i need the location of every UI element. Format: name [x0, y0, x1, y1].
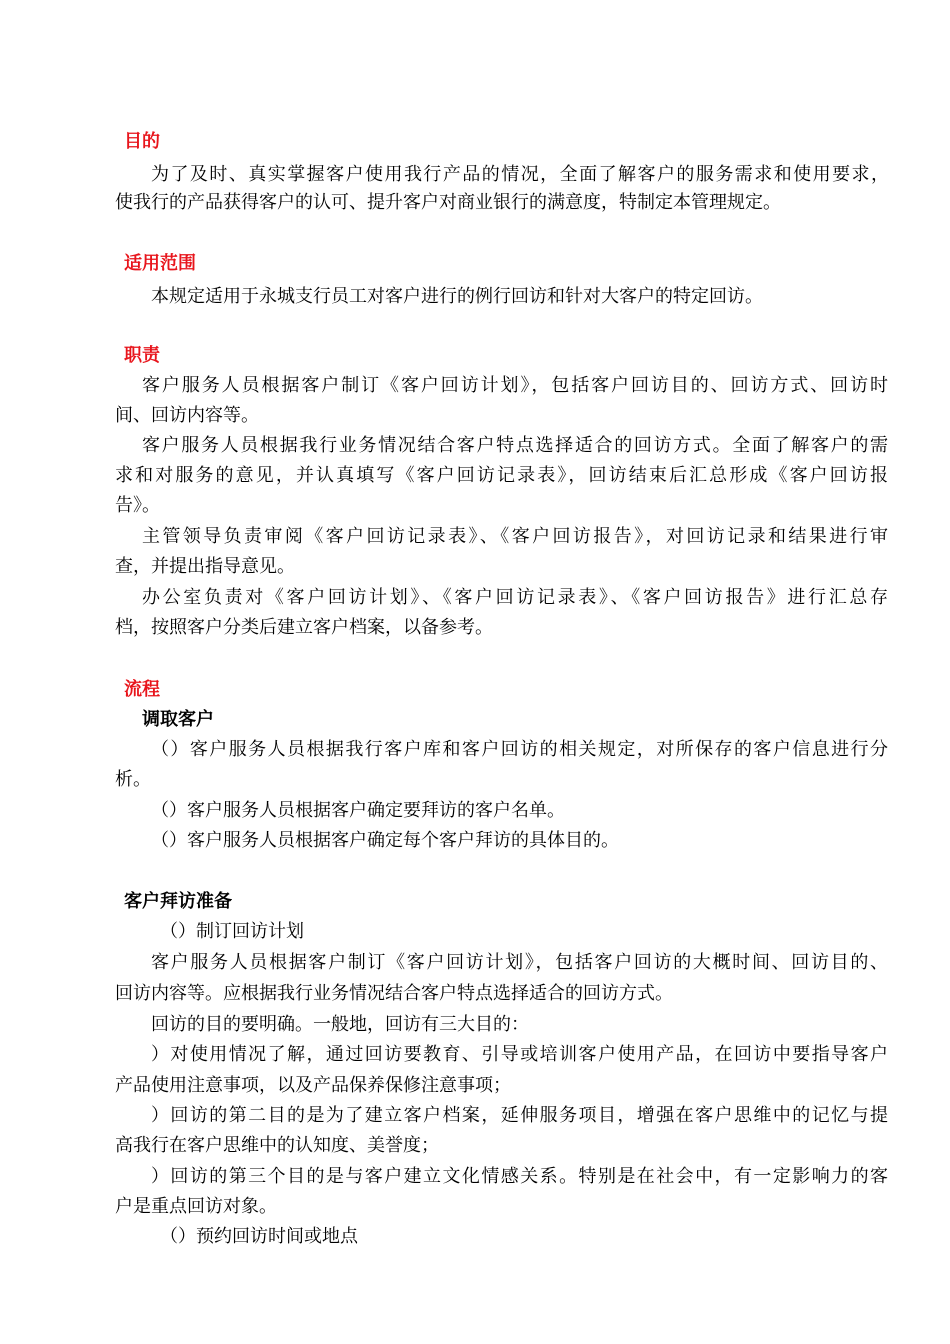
paragraph-line: （）预约回访时间或地点 — [160, 1226, 358, 1247]
paragraph-line: 求和对服务的意见，并认真填写《客户回访记录表》，回访结束后汇总形成《客户回访报 — [115, 465, 888, 486]
paragraph-line: 为了及时、真实掌握客户使用我行产品的情况，全面了解客户的服务需求和使用要求， — [151, 164, 889, 185]
paragraph-line: 客户服务人员根据客户制订《客户回访计划》，包括客户回访目的、回访方式、回访时 — [142, 375, 888, 396]
subheading-fetch-customers: 调取客户 — [142, 709, 214, 730]
paragraph-line: 间、回访内容等。 — [115, 405, 259, 426]
paragraph-line: 回访内容等。应根据我行业务情况结合客户特点选择适合的回访方式。 — [115, 983, 673, 1004]
paragraph-line: 高我行在客户思维中的认知度、美誉度； — [115, 1135, 439, 1156]
paragraph-line: 档，按照客户分类后建立客户档案，以备参考。 — [115, 617, 493, 638]
paragraph-line: 户是重点回访对象。 — [115, 1196, 277, 1217]
paragraph-line: ）回访的第二目的是为了建立客户档案，延伸服务项目，增强在客户思维中的记忆与提 — [151, 1105, 888, 1126]
paragraph-line: （）客户服务人员根据我行客户库和客户回访的相关规定，对所保存的客户信息进行分 — [151, 739, 888, 760]
heading-purpose: 目的 — [124, 131, 160, 152]
paragraph-line: 产品使用注意事项，以及产品保养保修注意事项； — [115, 1075, 511, 1096]
paragraph-line: 客户服务人员根据我行业务情况结合客户特点选择适合的回访方式。全面了解客户的需 — [142, 435, 888, 456]
paragraph-line: 查，并提出指导意见。 — [115, 556, 295, 577]
heading-scope: 适用范围 — [124, 253, 196, 274]
paragraph-line: 回访的目的要明确。一般地，回访有三大目的： — [151, 1014, 529, 1035]
paragraph-line: 使我行的产品获得客户的认可、提升客户对商业银行的满意度，特制定本管理规定。 — [115, 192, 781, 213]
paragraph-line: 本规定适用于永城支行员工对客户进行的例行回访和针对大客户的特定回访。 — [151, 286, 763, 307]
paragraph-line: （）客户服务人员根据客户确定要拜访的客户名单。 — [151, 800, 565, 821]
paragraph-line: 析。 — [115, 769, 151, 790]
subheading-visit-preparation: 客户拜访准备 — [124, 891, 232, 912]
paragraph-line: 办公室负责对《客户回访计划》、《客户回访记录表》、《客户回访报告》进行汇总存 — [142, 587, 888, 608]
paragraph-line: 客户服务人员根据客户制订《客户回访计划》，包括客户回访的大概时间、回访目的、 — [151, 952, 888, 973]
paragraph-line: ）对使用情况了解，通过回访要教育、引导或培训客户使用产品，在回访中要指导客户 — [151, 1044, 888, 1065]
heading-process: 流程 — [124, 679, 160, 700]
paragraph-line: 主管领导负责审阅《客户回访记录表》、《客户回访报告》，对回访记录和结果进行审 — [142, 526, 888, 547]
paragraph-line: ）回访的第三个目的是与客户建立文化情感关系。特别是在社会中，有一定影响力的客 — [151, 1166, 888, 1187]
paragraph-line: （）制订回访计划 — [160, 921, 304, 942]
paragraph-line: 告》。 — [115, 495, 160, 516]
paragraph-line: （）客户服务人员根据客户确定每个客户拜访的具体目的。 — [151, 830, 619, 851]
heading-duties: 职责 — [124, 345, 160, 366]
